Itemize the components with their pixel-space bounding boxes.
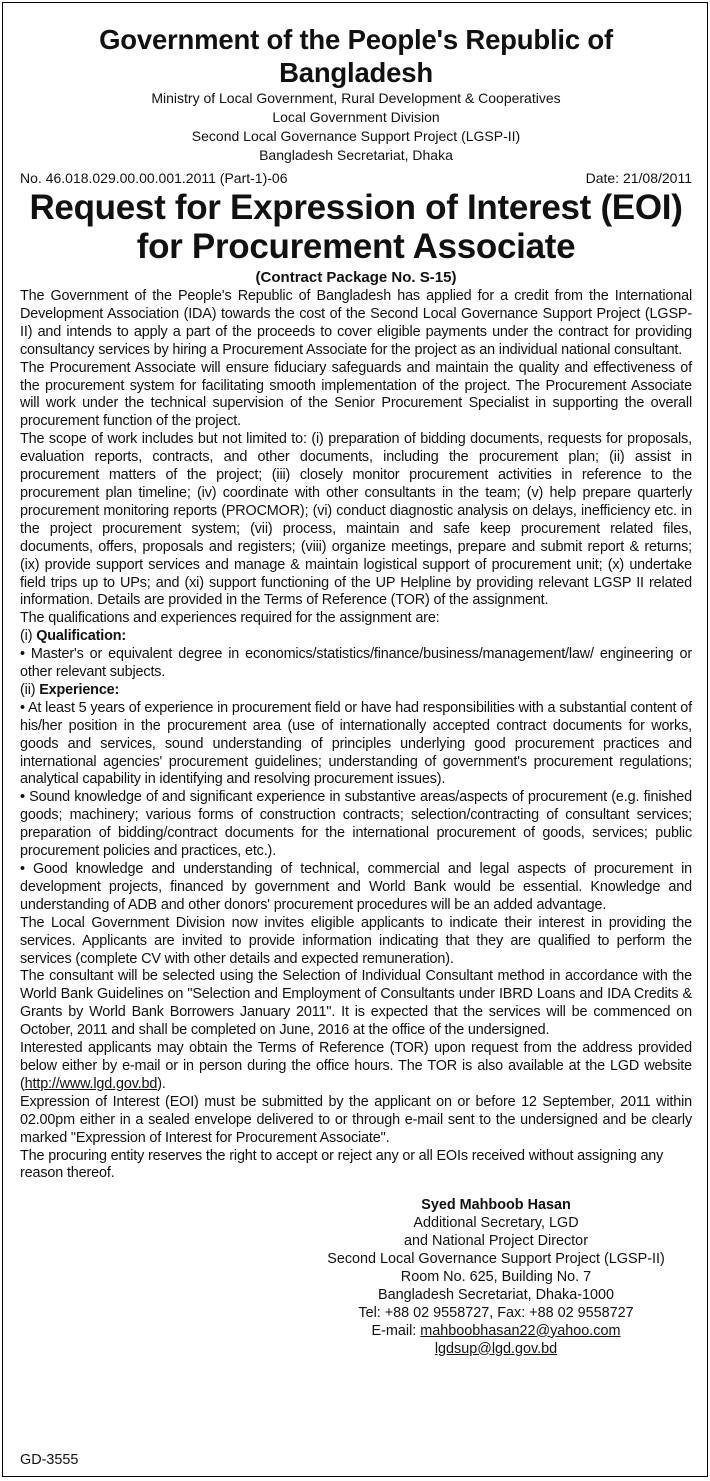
eoi-advertisement	[2, 2, 708, 1477]
tor-text-end: ).	[157, 1075, 166, 1092]
advertisement-body	[20, 288, 692, 1183]
project-line: Second Local Governance Support Project (LGSP-II)	[191, 128, 521, 144]
signature-block	[300, 1197, 692, 1358]
qualification-prefix: (i)	[20, 628, 37, 645]
qualification-label: Qualification:	[36, 628, 127, 645]
experience-prefix: (ii)	[20, 681, 40, 698]
email-link-primary[interactable]: mahboobhasan22@yahoo.com	[420, 1322, 621, 1339]
reservation-paragraph: The procuring entity reserves the right to accept or reject any or all EOIs received without assigning any reason thereof.	[20, 1147, 664, 1182]
signatory-name: Syed Mahboob Hasan	[421, 1197, 571, 1214]
signatory-address: Bangladesh Secretariat, Dhaka-1000	[378, 1286, 614, 1303]
signatory-role: and National Project Director	[404, 1233, 588, 1250]
email-link-secondary[interactable]: lgdsup@lgd.gov.bd	[434, 1340, 558, 1357]
lgd-website-link[interactable]: http://www.lgd.gov.bd	[24, 1075, 158, 1092]
reference-row	[20, 169, 692, 188]
reference-number: No. 46.018.029.00.00.001.2011 (Part-1)-06	[20, 170, 288, 186]
tor-paragraph	[20, 1040, 692, 1094]
signatory-title: Additional Secretary, LGD	[413, 1215, 579, 1232]
notice-date: Date: 21/08/2011	[585, 170, 692, 186]
advertisement-code: GD-3555	[20, 1452, 79, 1468]
contract-package: (Contract Package No. S-15)	[255, 269, 457, 286]
email-line-secondary	[300, 1341, 692, 1359]
experience-item: • At least 5 years of experience in procurement field or have had responsibilities with a substantial content of his/her position in the procurement area (use of internationally accepted contract documents for works, goods and services, sound understanding of principles underlying good procurement practices and international agencies' procurement guidelines; understanding of government's procurement regulations; analytical capability in identifying and resolving procurement issues).	[20, 699, 692, 788]
email-label: E-mail:	[371, 1322, 421, 1339]
role-paragraph: The Procurement Associate will ensure fiduciary safeguards and maintain the quality and effectiveness of the procurement system for facilitating smooth implementation of the project. The Procurement Associate will work under the technical supervision of the Senior Procurement Specialist in supporting the overall procurement function of the project.	[20, 359, 692, 430]
signatory-room: Room No. 625, Building No. 7	[400, 1268, 592, 1285]
tor-text: Interested applicants may obtain the Terms of Reference (TOR) upon request from the address provided below either by e-mail or in person during the office hours. The TOR is also available at the LGD website (	[20, 1040, 692, 1092]
title-line-2: for Procurement Associate	[136, 227, 576, 266]
address-line: Bangladesh Secretariat, Dhaka	[259, 147, 453, 163]
qualification-heading	[20, 628, 692, 646]
experience-item: • Good knowledge and understanding of technical, commercial and legal aspects of procurement in development projects, financed by government and World Bank would be essential. Knowledge and understanding of ADB and other donors' procurement procedures will be an added advantage.	[20, 861, 692, 913]
qualification-item: • Master's or equivalent degree in economics/statistics/finance/business/management/law/ engineering or other relevant subjects.	[20, 646, 692, 681]
invitation-paragraph: The Local Government Division now invites eligible applicants to indicate their interest in providing the services. Applicants are invited to provide information indicating that they are qualified to perform the services (complete CV with other details and expected remuneration).	[20, 914, 692, 967]
requirements-intro: The qualifications and experiences required for the assignment are:	[20, 610, 440, 627]
selection-paragraph: The consultant will be selected using the Selection of Individual Consultant method in accordance with the World Bank Guidelines on "Selection and Employment of Consultants under IBRD Loans and IDA Credits & Grants by World Bank Borrowers January 2011". It is expected that the services will be commenced on October, 2011 and shall be completed on June, 2016 at the office of the undersigned.	[20, 968, 692, 1039]
ministry-line: Ministry of Local Government, Rural Development & Cooperatives	[151, 90, 561, 106]
email-line	[300, 1323, 692, 1341]
experience-label: Experience:	[39, 681, 120, 698]
title-line-1: Request for Expression of Interest (EOI)	[29, 188, 683, 227]
scope-paragraph: The scope of work includes but not limited to: (i) preparation of bidding documents, requests for proposals, evaluation reports, contracts, and other documents, including the procurement plan; (ii) assist in procurement matters of the project; (iii) closely monitor procurement activities in reference to the procurement plan timeline; (iv) coordinate with other consultants in the team; (v) help prepare quarterly procurement monitoring reports (PROCMOR); (vi) conduct diagnostic analysis on delays, inefficiency etc. in the project procurement system; (vii) process, maintain and safe keep procurement related files, documents, offers, proposals and registers; (viii) organize meetings, prepare and submit report & returns; (ix) provide support services and manage & maintain logistical support of procurement unit; (x) undertake field trips up to UPs; and (xi) support functioning of the UP Helpline by providing relevant LGSP II related information. Details are provided in the Terms of Reference (TOR) of the assignment.	[20, 431, 692, 609]
submission-paragraph: Expression of Interest (EOI) must be submitted by the applicant on or before 12 September, 2011 within 02.00pm either in a sealed envelope delivered to or through e-mail sent to the undersigned and be clearly marked "Expression of Interest for Procurement Associate".	[20, 1093, 692, 1146]
experience-heading	[20, 682, 692, 700]
intro-paragraph: The Government of the People's Republic of Bangladesh has applied for a credit from the International Development Association (IDA) towards the cost of the Second Local Governance Support Project (LGSP-II) and intends to apply a part of the proceeds to cover eligible payments under the contract for providing consultancy services by hiring a Procurement Associate for the project as an individual national consultant.	[20, 288, 692, 358]
experience-item: • Sound knowledge of and significant experience in substantive areas/aspects of procurement (e.g. finished goods; machinery; various forms of construction contracts; selection/contracting of consultant services; preparation of bidding/contract documents for the international procurement of goods, services; public procurement policies and practices, etc.).	[20, 789, 692, 860]
division-line: Local Government Division	[272, 109, 440, 125]
signatory-phone: Tel: +88 02 9558727, Fax: +88 02 9558727	[358, 1304, 634, 1321]
signatory-project: Second Local Governance Support Project (LGSP-II)	[327, 1251, 665, 1268]
government-heading: Government of the People's Republic of Bangladesh	[99, 24, 613, 88]
